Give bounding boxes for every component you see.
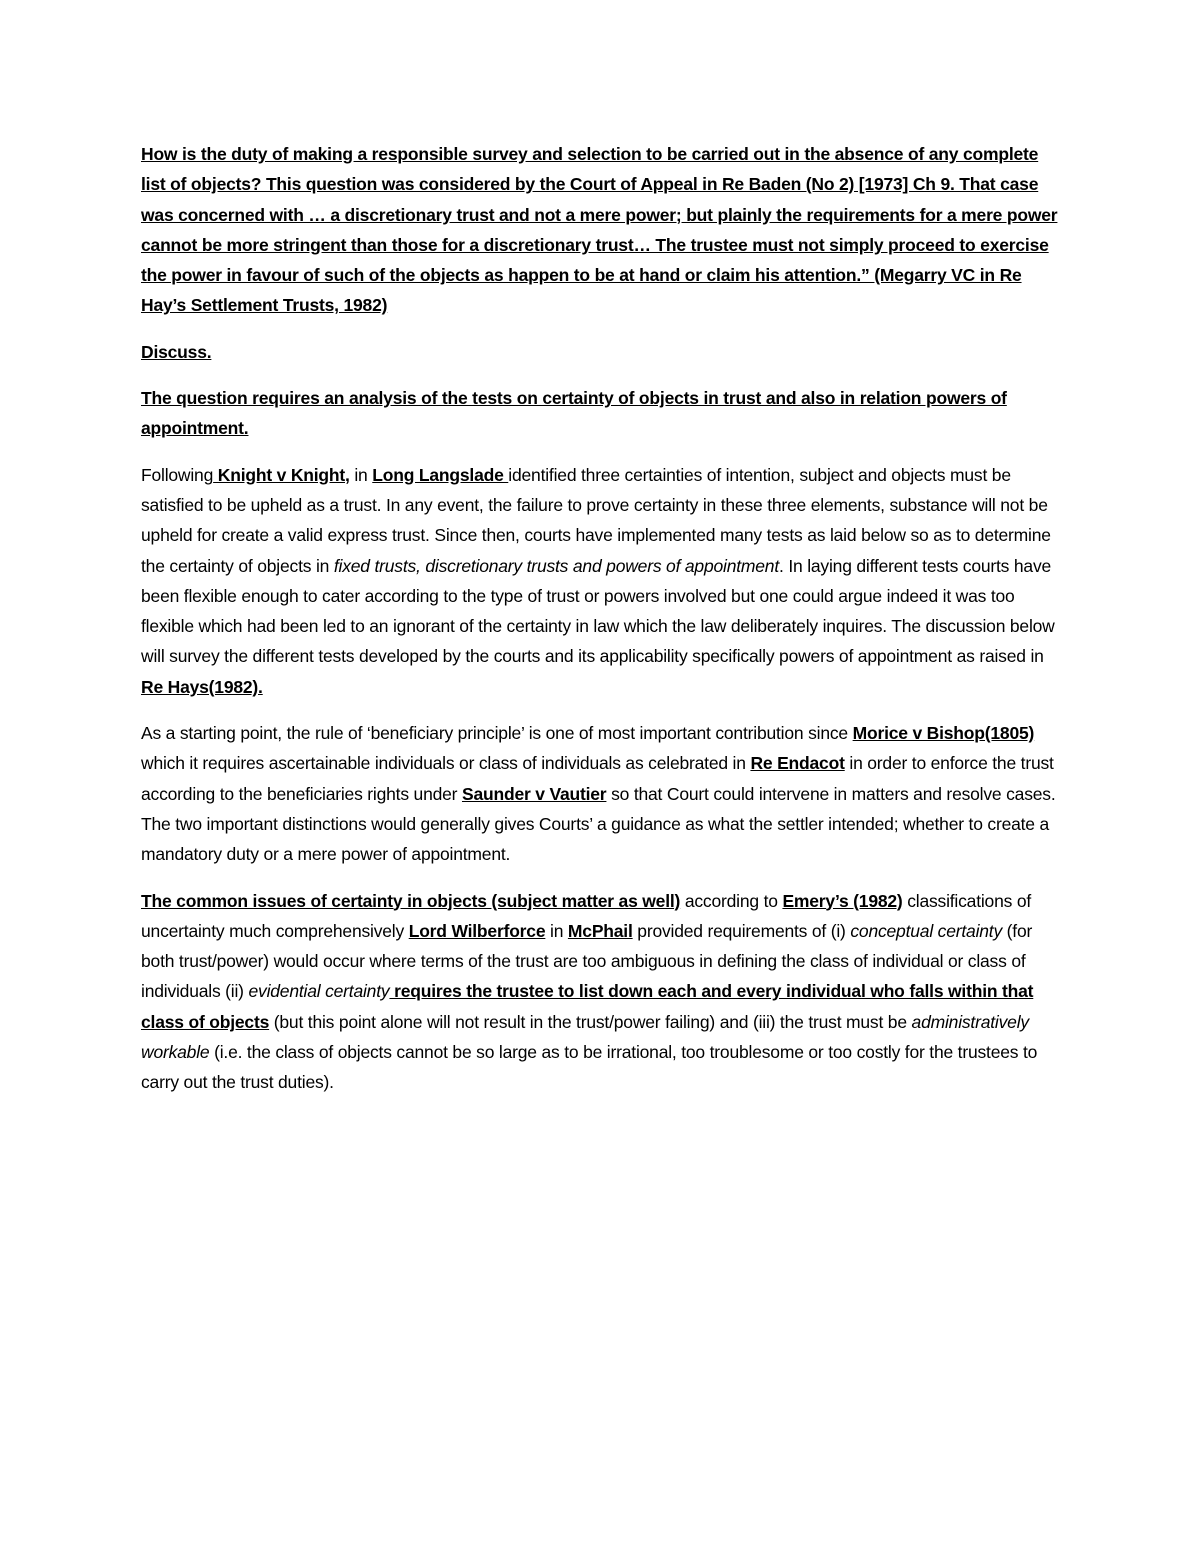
question-text: How is the duty of making a responsible survey and selection to be carried out in the absence of any complete list of objects? This question was considered by the Court of Appeal in Re Baden (No 2) [1973] Ch 9. That case was concerned with … a discretionary trust and not a mere power; but plainly the requirements for a mere power cannot be more stringent than those for a discretionary trust… The trustee must not simply proceed to exercise the power in favour of such of the objects as happen to be at hand or claim his attention.” (Megarry VC in Re Hay’s Settlement Trusts, 1982) xyxy=(141,144,1058,316)
citation-lord-wilberforce: Lord Wilberforce xyxy=(408,920,546,941)
citation-emery: Emery’s (1982) xyxy=(782,890,903,911)
bold-run-requires: requires the trustee to list down each and every individual who falls within that class of objects xyxy=(141,981,1034,1032)
body-paragraph-3 xyxy=(141,886,1061,1098)
text-run: which it requires ascertainable individuals or class of individuals as celebrated in xyxy=(141,753,751,774)
text-run: in order to enforce the trust according to the beneficiaries rights under xyxy=(141,753,1054,804)
text-run: As a starting point, the rule of ‘beneficiary principle’ is one of most important contribution since xyxy=(141,723,853,744)
bold-run-common-issues: The common issues of certainty in objects (subject matter as well) xyxy=(141,890,681,911)
body-paragraph-2 xyxy=(141,718,1061,869)
text-run: . In laying different tests courts have been flexible enough to cater according to the type of trust or powers involved but one could argue indeed it was too flexible which had been led to an ignorant of the certainty in law which the law deliberately inquires. The discussion below will survey the different tests developed by the courts and its applicability specifically powers of appointment as raised in xyxy=(141,555,1055,667)
text-run: (i.e. the class of objects cannot be so large as to be irrational, too troublesome or too costly for the trustees to carry out the trust duties). xyxy=(141,1042,1038,1093)
text-run: (for both trust/power) would occur where terms of the trust are too ambiguous in defining the class of individual or class of individuals (ii) xyxy=(141,920,1033,1002)
text-run: (but this point alone will not result in the trust/power failing) and (iii) the trust must be xyxy=(269,1011,912,1032)
italic-run: conceptual certainty xyxy=(850,920,1003,941)
document-page xyxy=(141,139,1061,1098)
requirement-text: The question requires an analysis of the tests on certainty of objects in trust and also in relation powers of appointment. xyxy=(141,388,1007,439)
text-run: in xyxy=(349,464,373,485)
italic-run: evidential certainty xyxy=(248,981,390,1002)
citation-mcphail: McPhail xyxy=(567,920,633,941)
case-citation-knight: Knight v Knight, xyxy=(213,464,350,485)
text-run: so that Court could intervene in matters and resolve cases. The two important distinctions would generally gives Courts’ a guidance as what the settler intended; whether to create a mandatory duty or a mere power of appointment. xyxy=(141,783,1056,865)
body-paragraph-1 xyxy=(141,460,1061,702)
requirement-paragraph xyxy=(141,383,1061,444)
text-run: identified three certainties of intention, subject and objects must be satisfied to be upheld as a trust. In any event, the failure to prove certainty in these three elements, substance will not be upheld for create a valid express trust. Since then, courts have implemented many tests as laid below so as to determine the certainty of objects in xyxy=(141,464,1051,576)
text-run: according to xyxy=(680,890,783,911)
discuss-paragraph xyxy=(141,337,1061,367)
discuss-heading: Discuss. xyxy=(141,341,212,362)
text-run: Following xyxy=(141,464,214,485)
case-citation-saunder: Saunder v Vautier xyxy=(461,783,607,804)
italic-run: administratively workable xyxy=(141,1011,1029,1063)
text-run: classifications of uncertainty much comprehensively xyxy=(141,890,1032,941)
italic-run: fixed trusts, discretionary trusts and powers of appointment xyxy=(333,555,780,576)
case-citation-long-langslade: Long Langslade xyxy=(372,464,509,485)
case-citation-re-hays: Re Hays(1982). xyxy=(141,676,263,697)
case-citation-re-endacot: Re Endacot xyxy=(750,753,845,774)
question-paragraph xyxy=(141,139,1061,321)
text-run: in xyxy=(545,920,568,941)
case-citation-morice: Morice v Bishop(1805) xyxy=(852,723,1035,744)
text-run: provided requirements of (i) xyxy=(632,920,851,941)
